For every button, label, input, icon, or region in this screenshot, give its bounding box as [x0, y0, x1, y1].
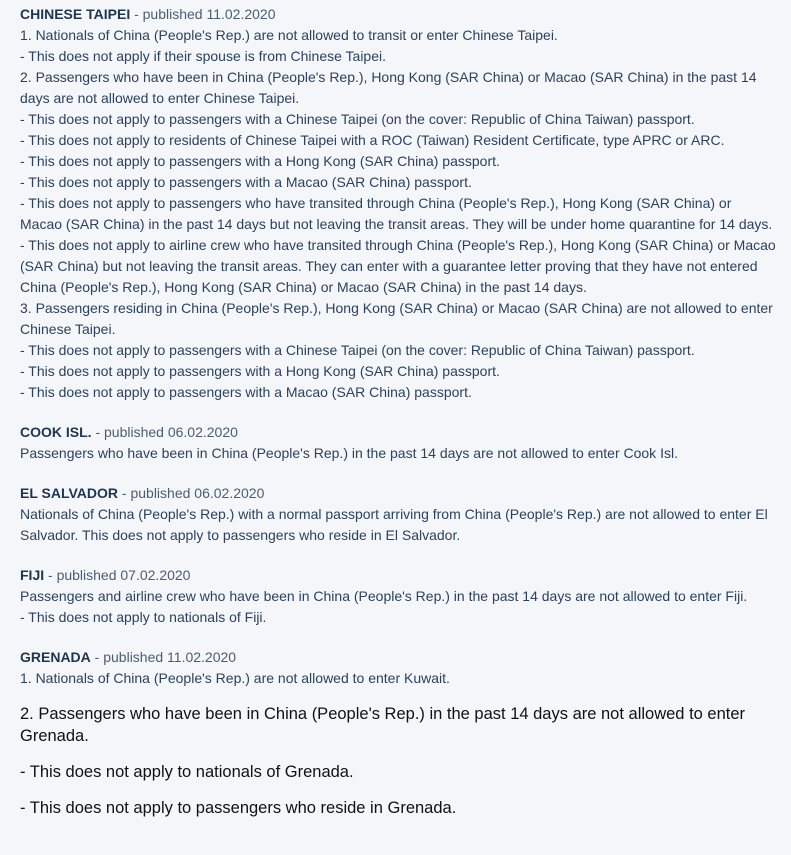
entry-line: Passengers who have been in China (People's Rep.) in the past 14 days are not allowed to enter Cook Isl.: [20, 445, 678, 461]
entry-grenada: [20, 647, 777, 819]
country-name: FIJI: [20, 567, 45, 583]
country-name: COOK ISL.: [20, 424, 92, 440]
country-name: CHINESE TAIPEI: [20, 6, 131, 22]
entry-paragraph: 2. Passengers who have been in China (People's Rep.) in the past 14 days are not allowed to enter Grenada.: [20, 705, 750, 745]
entry-line: Passengers and airline crew who have been in China (People's Rep.) in the past 14 days are not allowed to enter Fiji.: [20, 588, 748, 604]
published-date: - published 06.02.2020: [118, 485, 265, 501]
published-date: - published 06.02.2020: [91, 424, 238, 440]
entry-line: Nationals of China (People's Rep.) with a normal passport arriving from China (People's Rep.) are not allowed to enter El Salvador. This does not apply to passengers who reside in El Salvador.: [20, 506, 772, 543]
entry-paragraph: - This does not apply to passengers who reside in Grenada.: [20, 799, 457, 817]
entry-line: - This does not apply to airline crew who have transited through China (People's Rep.), Hong Kong (SAR China) or Macao (SAR China) but not leaving the transit areas. They can enter with a guarantee letter proving that they have not entered China (People's Rep.), Hong Kong (SAR China) or Macao (SAR China) in the past 14 days.: [20, 237, 780, 295]
published-date: - published 11.02.2020: [130, 6, 276, 22]
entry-line: - This does not apply to passengers with a Macao (SAR China) passport.: [20, 384, 472, 400]
entry-line: - This does not apply to passengers with a Macao (SAR China) passport.: [20, 174, 472, 190]
entry-line: 3. Passengers residing in China (People's Rep.), Hong Kong (SAR China) or Macao (SAR China) are not allowed to enter Chinese Taipei.: [20, 300, 777, 337]
entry-el-salvador: [20, 483, 777, 546]
entry-line: - This does not apply to nationals of Fiji.: [20, 609, 267, 625]
country-name: EL SALVADOR: [20, 485, 119, 501]
entry-paragraph: - This does not apply to nationals of Grenada.: [20, 763, 354, 781]
entry-line: - This does not apply to passengers with a Chinese Taipei (on the cover: Republic of China Taiwan) passport.: [20, 342, 695, 358]
published-date: - published 11.02.2020: [90, 649, 237, 665]
entry-line: - This does not apply to passengers with a Hong Kong (SAR China) passport.: [20, 363, 500, 379]
entry-line: 1. Nationals of China (People's Rep.) are not allowed to enter Kuwait.: [20, 670, 450, 686]
published-date: - published 07.02.2020: [44, 567, 191, 583]
entry-line: - This does not apply to residents of Chinese Taipei with a ROC (Taiwan) Resident Certificate, type APRC or ARC.: [20, 132, 725, 148]
entry-header: [20, 565, 777, 586]
country-name: GRENADA: [20, 649, 91, 665]
entry-line: 1. Nationals of China (People's Rep.) are not allowed to transit or enter Chinese Taipei.: [20, 27, 558, 43]
entry-header: [20, 647, 777, 668]
entry-line: - This does not apply if their spouse is from Chinese Taipei.: [20, 48, 387, 64]
entry-cook-isl: [20, 422, 777, 464]
entry-header: [20, 483, 777, 504]
entry-line: - This does not apply to passengers who have transited through China (People's Rep.), Hong Kong (SAR China) or Macao (SAR China) in the past 14 days but not leaving the transit areas. They will be under home quarantine for 14 days.: [20, 195, 773, 232]
entry-fiji: [20, 565, 777, 628]
entry-line: 2. Passengers who have been in China (People's Rep.), Hong Kong (SAR China) or Macao (SAR China) in the past 14 days are not allowed to enter Chinese Taipei.: [20, 69, 761, 106]
entry-header: [20, 4, 777, 25]
entry-header: [20, 422, 777, 443]
entry-line: - This does not apply to passengers with a Hong Kong (SAR China) passport.: [20, 153, 500, 169]
entry-chinese-taipei: [20, 4, 780, 403]
entry-line: - This does not apply to passengers with a Chinese Taipei (on the cover: Republic of China Taiwan) passport.: [20, 111, 695, 127]
